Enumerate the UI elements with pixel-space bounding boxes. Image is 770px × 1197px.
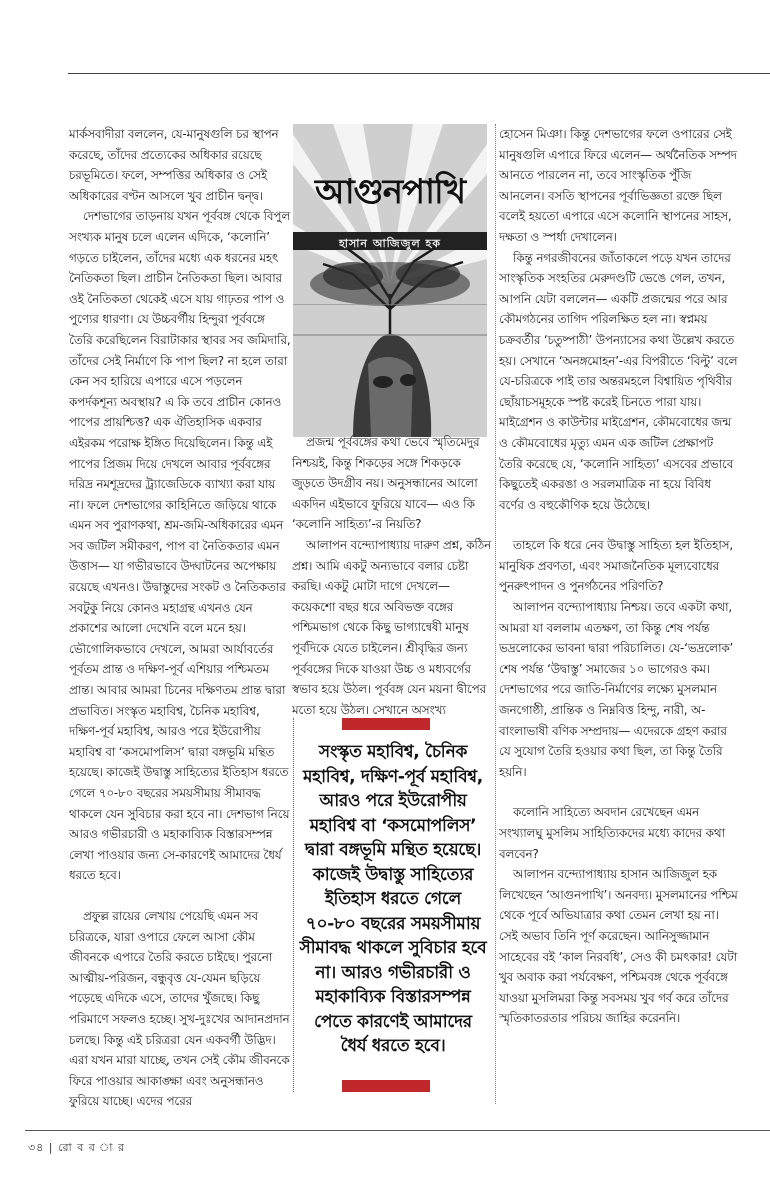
question: কলোনি সাহিত্যে অবদান রেখেছেন এমন সংখ্যালঘু মুসলিম সাহিত্যিকদের মধ্যে কাদের কথা বলবেন?	[499, 805, 725, 861]
paragraph: প্রফুল্ল রায়ের লেখায় পেয়েছি এমন সব চরিত্রকে, যারা ওপারে ফেলে আসা কৌম জীবনকে এপারে তৈরি করতে চাইছে। পুরনো আত্মীয়-পরিজন, বন্ধুবৃত্ত যে-যেমন ছড়িয়ে পড়েছে এদিকে এসে, তাদের খুঁজছে। কিছু পরিমাণে সফলও হচ্ছে। সুখ-দুঃখের আদানপ্রদান চলছে। কিন্তু এই চরিত্ররা যেন একবর্গী উদ্ভিদ। এরা যখন মারা যাচ্ছে, তখন সেই কৌম জীবনকে ফিরে পাওয়ার আকাঙ্ক্ষা এবং অনুসন্ধানও ফুরিয়ে যাচ্ছে। এদের পরের	[69, 908, 290, 1109]
answer: আলাপন বন্দ্যোপাধ্যায় হাসান আজিজুল হক লিখেছেন ‘আগুনপাখি’। অনবদ্য। মুসলমানের পশ্চিম থেকে পূর্বে অভিযাত্রার কথা তেমন লেখা হয় না। সেই অভাব তিনি পূর্ণ করেছেন। আনিসুজ্জামান সাহেবের বই ‘কাল নিরবধি’, সেও কী চমৎকার! যেটা খুব অবাক করা পর্যবেক্ষণ, পশ্চিমবঙ্গ থেকে পূর্ববঙ্গে যাওয়া মুসলিমরা কিন্তু সবসময় খুব গর্ব করে তাঁদের স্মৃতিকাতরতার পরিচয় জাহির করেননি।	[499, 867, 738, 1026]
question: তাহলে কি ধরে নেব উদ্বাস্তু সাহিত্য হল ইতিহাস, মানুষিক প্রবণতা, এবং সমাজনৈতিক মূল্যবোধের পুনরুৎপাদন ও পুনর্গঠনের পরিণতি?	[499, 538, 734, 594]
book-author: হাসান আজিজুল হক	[339, 237, 441, 250]
paragraph: মার্কসবাদীরা বললেন, যে-মানুষগুলি চর স্থাপন করেছে, তাঁদের প্রত্যেকের অধিকার রয়েছে চরভূমিতে। ফলে, সম্পত্তির অধিকার ও সেই অধিকারের বণ্টন আসলে খুব প্রাচীন দ্বন্দ্ব।	[69, 127, 279, 203]
paragraph: হোসেন মিঞা। কিন্তু দেশভাগের ফলে ওপারের সেই মানুষগুলি এপারে ফিরে এলেন— অর্থনৈতিক সম্পদ আনতে পারলেন না, তবে সাংস্কৃতিক পুঁজি আনলেন। বসতি স্থাপনের পূর্বাভিজ্ঞতা রক্তে ছিল বলেই হয়তো এপারে এসে কলোনি স্থাপনের সাহস, দক্ষতা ও স্পর্ধা দেখালেন।	[499, 127, 737, 244]
paragraph: প্রজন্ম পূর্ববঙ্গের কথা ভেবে স্মৃতিমেদুর নিশ্চয়ই, কিন্তু শিকড়ের সঙ্গে শিকড়কে জুড়তে উদগ্রীব নয়। অনুসন্ধানের আলো একদিন এইভাবে ফুরিয়ে যাবে— এও কি ‘কলোনি সাহিত্য’-র নিয়তি?	[292, 435, 480, 532]
pull-quote-bar-top	[342, 718, 430, 730]
pull-quote	[293, 718, 487, 1092]
header-rule	[68, 73, 770, 74]
paragraph: কিন্তু নগরজীবনের জাঁতাকলে পড়ে যখন তাদের সাংস্কৃতিক সংহতির মেরুদণ্ডটি ভেঙে গেল, তখন, আপনি যেটা বললেন— একটি প্রজন্মের পরে আর কৌমগঠনের তাগিদ পরিলক্ষিত হল না। স্বপ্নময় চক্রবর্তীর ‘চতুষ্পাঠী’ উপন্যাসের কথা উল্লেখ করতে হয়। সেখানে ‘অনঙ্গমোহন’-এর বিপরীতে ‘বিল্টু’ বলে যে-চরিত্রকে পাই তার অন্তরমহলে বিশ্বায়িত পৃথিবীর ছোঁয়াচসমূহকে স্পষ্ট করেই চিনতে পারা যায়। মাইগ্রেশন ও কাউন্টার মাইগ্রেশন, কৌমবোধের জন্ম ও কৌমবোধের মৃত্যু এমন এক জটিল প্রেক্ষাপট তৈরি করেছে যে, ‘কলোনি সাহিত্য’ এসবের প্রভাবে কিছুতেই একরঙা ও সরলমাত্রিক না হয়ে বিবিধ বর্ণের ও বহুকৌণিক হয়ে উঠেছে।	[499, 250, 738, 512]
page-number: ৩৪ | রো ব ব া র	[28, 1141, 126, 1154]
footer-rule	[25, 1130, 770, 1131]
answer: আলাপন বন্দ্যোপাধ্যায় নিশ্চয়। তবে একটা কথা, আমরা যা বললাম এতক্ষণ, তা কিন্তু শেষ পর্যন্ত ভদ্রলোকের ভাবনা দ্বারা পরিচালিত। যে-‘ভদ্রলোক’ শেষ পর্যন্ত ‘উদ্বাস্তু’ সমাজের ১০ ভাগেরও কম। দেশভাগের পরে জাতি-নির্মাণের লক্ষ্যে মুসলমান জনগোষ্ঠী, প্রান্তিক ও নিম্নবিত্ত হিন্দু, নারী, অ-বাংলাভাষী বণিক সম্প্রদায়— এদেরকে গ্রহণ করার যে সুযোগ তৈরি হওয়ার কথা ছিল, তা কিন্তু তৈরি হয়নি।	[499, 600, 734, 779]
paragraph: আলাপন বন্দ্যোপাধ্যায় দারুণ প্রশ্ন, কঠিন প্রশ্ন। আমি একটু অন্যভাবে বলার চেষ্টা করছি। একটু মোটা দাগে দেখলে— কয়েকশো বছর ধরে অবিভক্ত বঙ্গের পশ্চিমভাগ থেকে কিছু ভাগ্যান্বেষী মানুষ পূর্বদিকে যেতে চাইলেন। শ্রীবৃদ্ধির জন্য পূর্ববঙ্গের দিকে যাওয়া উচ্চ ও মধ্যবর্গের স্বভাব হয়ে উঠল। পূর্ববঙ্গ যেন ময়না দ্বীপের মতো হয়ে উঠল। সেখানে অসংখ্য	[292, 537, 492, 717]
column-divider	[495, 124, 496, 1104]
pull-quote-bar-bottom	[342, 1080, 430, 1092]
book-title: আগুনপাখি	[314, 172, 466, 212]
column-middle	[292, 432, 494, 720]
pull-quote-text: সংস্কৃত মহাবিশ্ব, চৈনিক মহাবিশ্ব, দক্ষিণ-পূর্ব মহাবিশ্ব, আরও পরে ইউরোপীয় মহাবিশ্ব বা ‘কসমোপলিস’ দ্বারা বঙ্গভূমি মন্থিত হয়েছে। কাজেই উদ্বাস্তু সাহিত্যের ইতিহাস ধরতে গেলে ৭০-৮০ বছরের সময়সীমায় সীমাবদ্ধ থাকলে সুবিচার হবে না। আরও গভীরচারী ও মহাকাব্যিক বিস্তারসম্পন্ন পেতে কারণেই আমাদের ধৈর্য ধরতে হবে।	[299, 742, 487, 1056]
page-footer	[0, 1121, 770, 1161]
pull-quote-rule	[293, 718, 295, 1092]
book-cover-image	[293, 124, 487, 437]
column-right	[499, 124, 738, 1029]
column-left	[69, 124, 291, 1112]
paragraph: দেশভাগের তাড়নায় যখন পূর্ববঙ্গ থেকে বিপুল সংখ্যক মানুষ চলে এলেন এদিকে, ‘কলোনি’ গড়তে চাইলেন, তাঁদের মধ্যে এক ধরনের মহৎ নৈতিকতা ছিল। প্রাচীন নৈতিকতা ছিল। আবার ওই নৈতিকতা থেকেই এসে যায় গাঢ়তর পাপ ও পুণ্যের ধারণা। যে উচ্চবর্গীয় হিন্দুরা পূর্ববঙ্গে তৈরি করেছিলেন বিরাটাকার স্থাবর সব জমিদারি, তাঁদের সেই নির্মাণে কি পাপ ছিল? না হলে তারা কেন সব হারিয়ে এপারে এসে পড়লেন কপর্দকশূন্য অবস্থায়? এ কি তবে প্রাচীন কোনও পাপের প্রায়শ্চিত্ত? এক ঐতিহাসিক একবার এইরকম পরোক্ষ ইঙ্গিত দিয়েছিলেন। কিন্তু এই পাপের প্রিজম দিয়ে দেখলে আবার পূর্ববঙ্গের দরিদ্র নমশূদ্রদের ট্র্যাজেডিকে ব্যাখ্যা করা যায় না। ফলে দেশভাগের কাহিনিতে জড়িয়ে থাকে এমন সব পুরাণকথা, শ্রম-জমি-অধিকারের এমন সব জটিল সমীকরণ, পাপ বা নৈতিকতার এমন উত্তাস— যা গভীরভাবে উদ্ঘাটনের অপেক্ষায় রয়েছে এখনও। উদ্বাস্তুদের সংকট ও নৈতিকতার সবটুকু নিয়ে কোনও মহাগ্রন্থ এখনও যেন প্রকাশের আলো দেখেনি বলে মনে হয়। ভৌগোলিকভাবে দেখলে, আমরা আর্যাবর্তের পূর্বতম প্রান্ত ও দক্ষিণ-পূর্ব এশিয়ার পশ্চিমতম প্রান্ত। আবার আমরা চিনের দক্ষিণতম প্রান্ত দ্বারা প্রভাবিত। সংস্কৃত মহাবিশ্ব, চৈনিক মহাবিশ্ব, দক্ষিণ-পূর্ব মহাবিশ্ব, আরও পরে ইউরোপীয় মহাবিশ্ব বা ‘কসমোপলিস’ দ্বারা বঙ্গভূমি মন্থিত হয়েছে। কাজেই উদ্বাস্তু সাহিত্যের ইতিহাস ধরতে গেলে ৭০-৮০ বছরের সময়সীমায় সীমাবদ্ধ থাকলে যেন সুবিচার করা হবে না। দেশভাগ নিয়ে আরও গভীরচারী ও মহাকাব্যিক বিস্তারসম্পন্ন লেখা পাওয়ার জন্য সে-কারণেই আমাদের ধৈর্য ধরতে হবে।	[69, 209, 291, 883]
